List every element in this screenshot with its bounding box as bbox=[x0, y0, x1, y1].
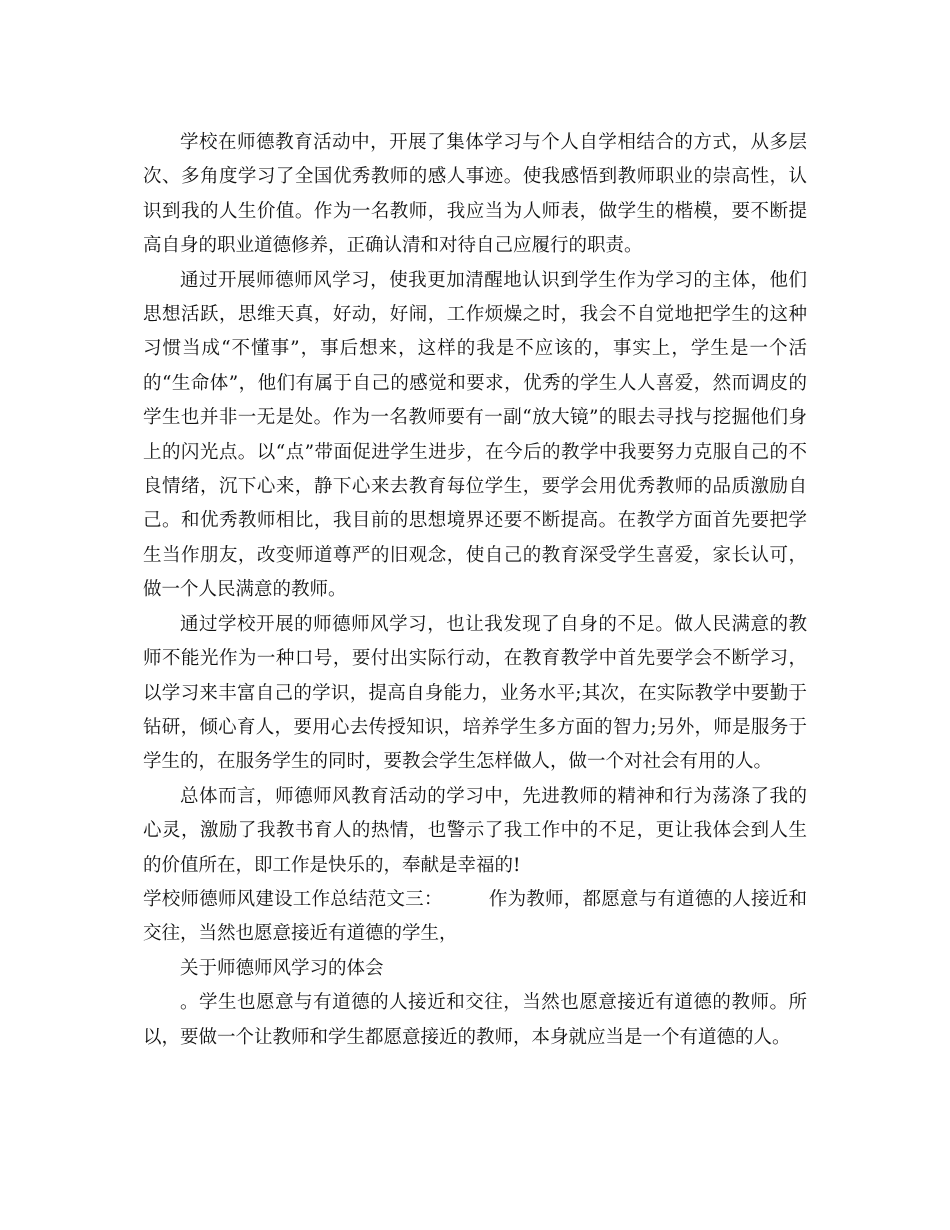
closing-paragraph: 。学生也愿意与有道德的人接近和交往，当然也愿意接近有道德的教师。所以，要做一个让教师和学生都愿意接近的教师，本身就应当是一个有道德的人。 bbox=[143, 992, 807, 1048]
paragraph-2: 通过开展师德师风学习，使我更加清醒地认识到学生作为学习的主体，他们思想活跃，思维天真，好动，好闹，工作烦燥之时，我会不自觉地把学生的这种习惯当成“不懂事”，事后想来，这样的我是不应该的，事实上，学生是一个活的“生命体”，他们有属于自己的感觉和要求，优秀的学生人人喜爱，然而调皮的学生也并非一无是处。作为一名教师要有一副“放大镜”的眼去寻找与挖掘他们身上的闪光点。以“点”带面促进学生进步，在今后的教学中我要努力克服自己的不良情绪，沉下心来，静下心来去教育每位学生，要学会用优秀教师的品质激励自己。和优秀教师相比，我目前的思想境界还要不断提高。在教学方面首先要把学生当作朋友，改变师道尊严的旧观念，使自己的教育深受学生喜爱，家长认可，做一个人民满意的教师。 bbox=[143, 269, 807, 601]
section-heading: 学校师德师风建设工作总结范文三： bbox=[143, 888, 443, 910]
paragraph-4: 总体而言，师德师风教育活动的学习中，先进教师的精神和行为荡涤了我的心灵，激励了我教书育人的热情，也警示了我工作中的不足，更让我体会到人生的价值所在，即工作是快乐的，奉献是幸福的! bbox=[143, 785, 807, 876]
section-heading-line bbox=[143, 883, 807, 952]
subtitle: 关于师德师风学习的体会 bbox=[180, 957, 384, 979]
document-body bbox=[143, 126, 807, 1055]
paragraph-3: 通过学校开展的师德师风学习，也让我发现了自身的不足。做人民满意的教师不能光作为一种口号，要付出实际行动，在教育教学中首先要学会不断学习，以学习来丰富自己的学识，提高自身能力，业务水平;其次，在实际教学中要勤于钻研，倾心育人，要用心去传授知识，培养学生多方面的智力;另外，师是服务于学生的，在服务学生的同时，要教会学生怎样做人，做一个对社会有用的人。 bbox=[143, 613, 807, 773]
paragraph-1: 学校在师德教育活动中，开展了集体学习与个人自学相结合的方式，从多层次、多角度学习了全国优秀教师的感人事迹。使我感悟到教师职业的崇高性，认识到我的人生价值。作为一名教师，我应当为人师表，做学生的楷模，要不断提高自身的职业道德修养，正确认清和对待自己应履行的职责。 bbox=[143, 132, 807, 257]
section-intro: 作为教师，都愿意与有道德的人接近和交往，当然也愿意接近有道德的学生， bbox=[143, 888, 807, 945]
